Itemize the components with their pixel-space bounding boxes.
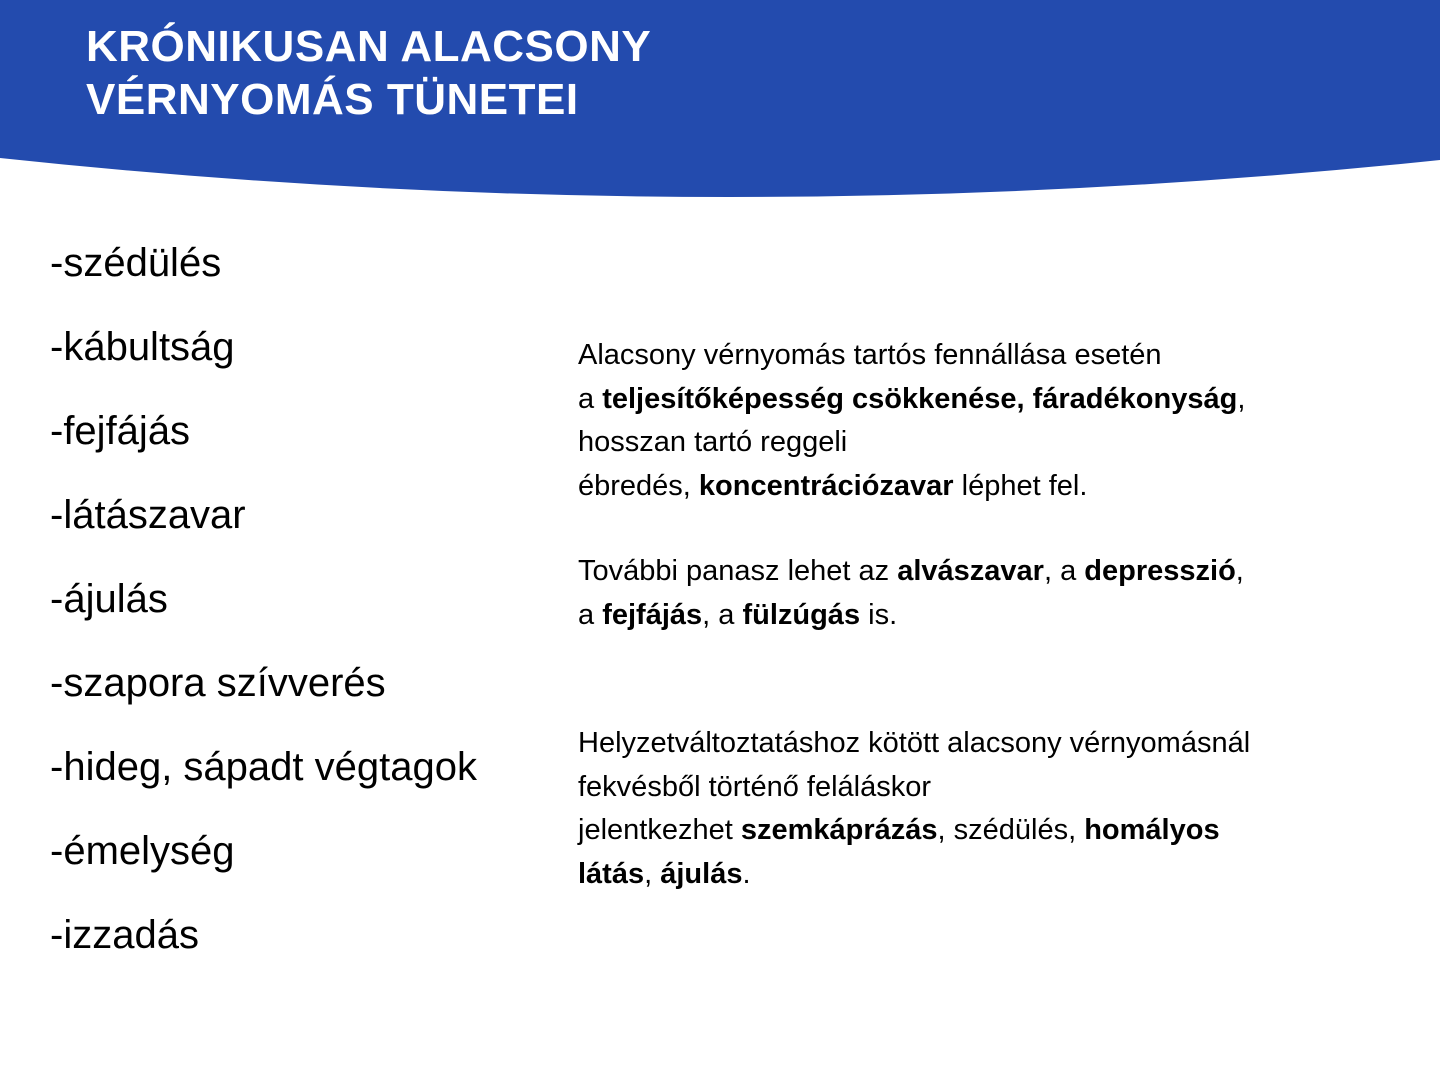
paragraph-line: [578, 594, 1244, 638]
body-text: ,: [1237, 382, 1246, 415]
paragraph-line: [578, 722, 1250, 766]
body-text: , a: [1043, 555, 1085, 587]
paragraph-other-complaints: [578, 550, 1244, 637]
emphasis-text: depresszió: [1084, 555, 1236, 587]
slide-title: [86, 20, 651, 126]
slide-title-line-2: VÉRNYOMÁS TÜNETEI: [86, 75, 579, 124]
emphasis-text: teljesítőképesség csökkenése, fáradékonyság: [602, 382, 1238, 415]
emphasis-text: látás: [578, 857, 645, 890]
body-text: ,: [1235, 555, 1244, 587]
paragraph-line: [578, 766, 1250, 810]
emphasis-text: fejfájás: [602, 598, 703, 631]
body-text: , szédülés,: [937, 814, 1085, 846]
symptom-item: -izzadás: [50, 913, 199, 957]
slide-title-line-1: KRÓNIKUSAN ALACSONY: [86, 22, 652, 71]
symptom-item: -ájulás: [50, 577, 168, 621]
emphasis-text: ájulás: [660, 857, 743, 890]
paragraph-line: [578, 465, 1245, 509]
paragraph-orthostatic: [578, 722, 1250, 896]
symptom-item: -szapora szívverés: [50, 661, 386, 705]
emphasis-text: fülzúgás: [742, 598, 861, 631]
emphasis-text: alvászavar: [897, 555, 1044, 587]
body-text: Alacsony vérnyomás tartós fennállása esetén: [578, 339, 1162, 371]
paragraph-long-term-effects: [578, 334, 1245, 508]
paragraph-line: [578, 550, 1244, 594]
body-text: ,: [644, 857, 661, 890]
body-text: .: [742, 857, 751, 890]
body-text: , a: [702, 598, 743, 631]
body-text: léphet fel.: [953, 469, 1088, 502]
symptom-item: -fejfájás: [50, 409, 191, 453]
body-text: További panasz lehet az: [578, 555, 898, 587]
body-text: is.: [860, 598, 898, 631]
emphasis-text: homályos: [1084, 814, 1220, 846]
symptom-item: -szédülés: [50, 241, 222, 285]
paragraph-line: [578, 421, 1245, 465]
body-text: Helyzetváltoztatáshoz kötött alacsony vérnyomásnál: [578, 727, 1251, 759]
symptom-item: -hideg, sápadt végtagok: [50, 745, 477, 789]
paragraph-line: [578, 334, 1245, 378]
symptom-item: -émelység: [50, 829, 235, 873]
emphasis-text: koncentrációzavar: [698, 469, 954, 502]
body-text: ébredés,: [578, 469, 699, 502]
emphasis-text: szemkáprázás: [740, 814, 938, 846]
paragraph-line: [578, 378, 1245, 422]
symptom-item: -látászavar: [50, 493, 246, 537]
body-text: jelentkezhet: [578, 814, 741, 846]
symptom-item: -kábultság: [50, 325, 235, 369]
body-text: hosszan tartó reggeli: [578, 426, 848, 458]
paragraph-line: [578, 853, 1250, 897]
body-text: fekvésből történő feláláskor: [578, 770, 932, 803]
body-text: a: [578, 382, 603, 415]
symptom-list: [50, 221, 477, 977]
body-text: a: [578, 598, 603, 631]
paragraph-line: [578, 809, 1250, 853]
